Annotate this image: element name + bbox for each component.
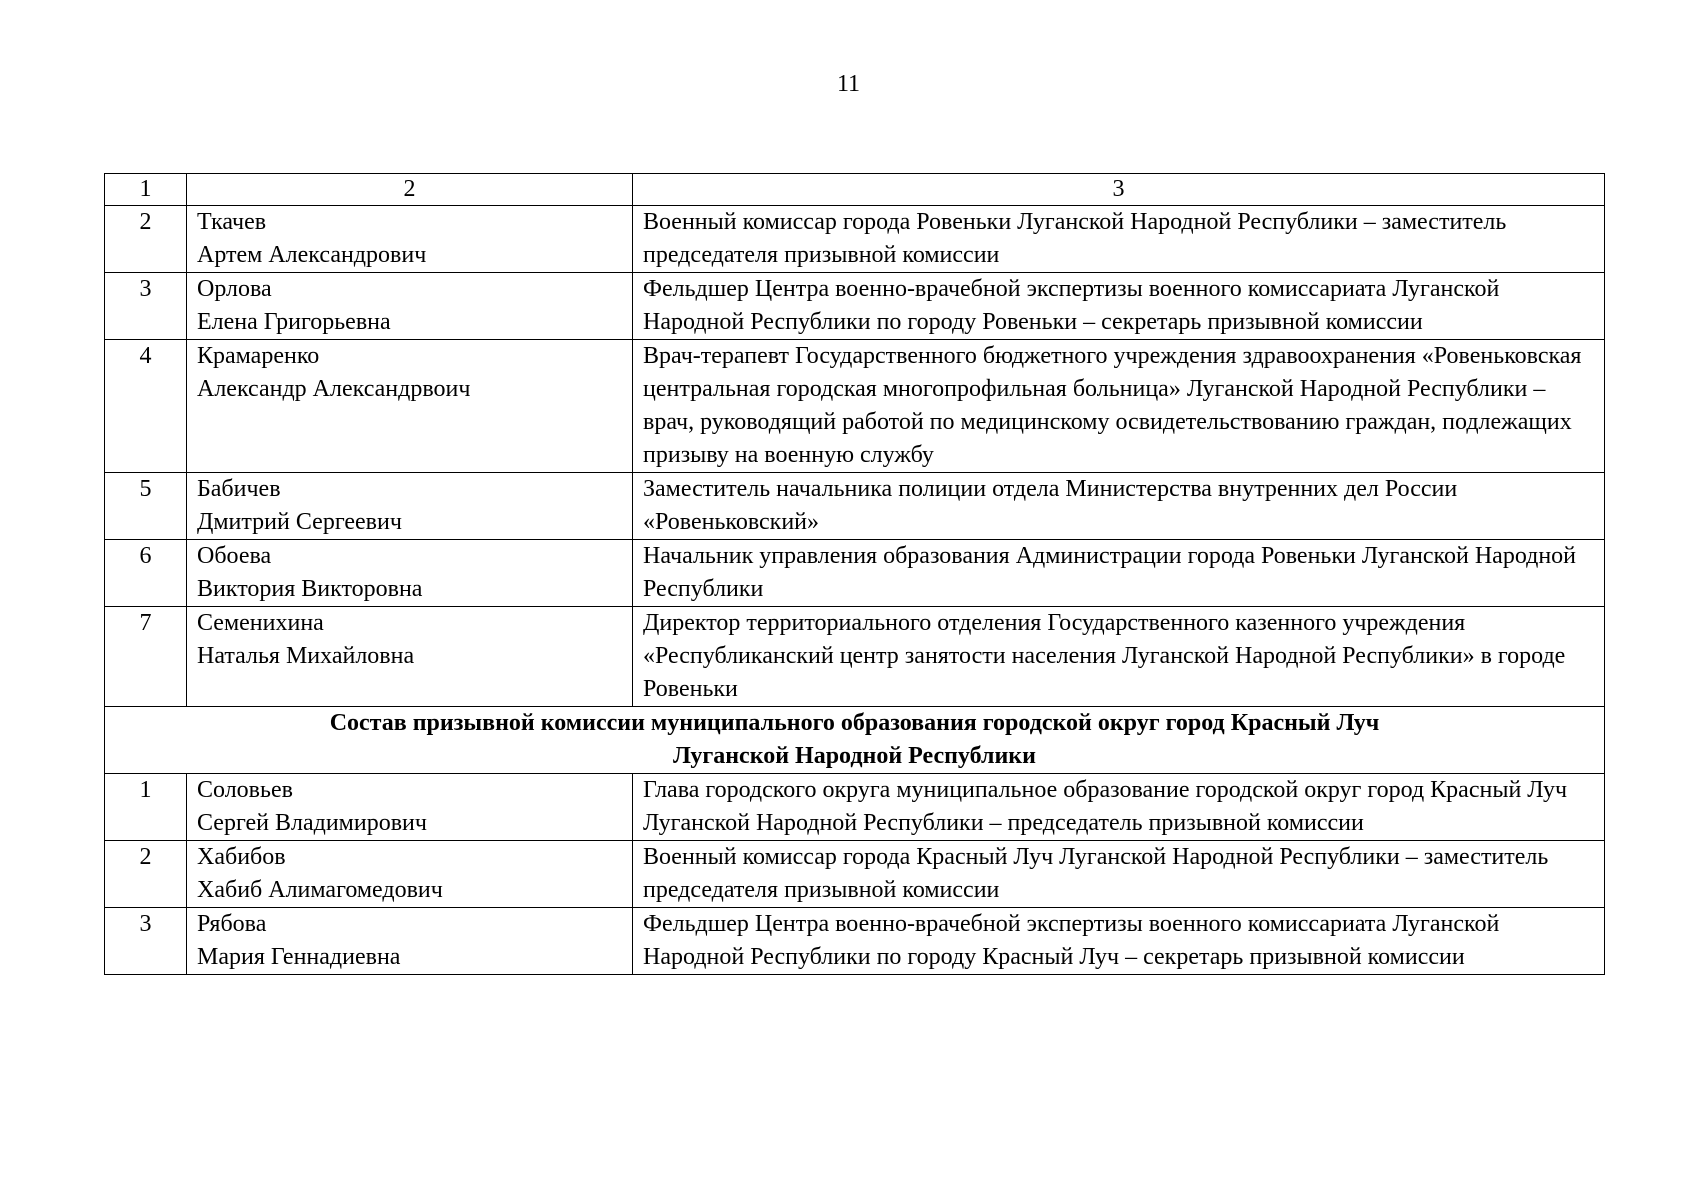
table-row	[105, 473, 1605, 540]
table-row	[105, 774, 1605, 841]
member-surname: Бабичев	[197, 476, 281, 502]
table-row	[105, 340, 1605, 473]
member-position: Военный комиссар города Красный Луч Луганской Народной Республики – заместитель председателя призывной комиссии	[633, 841, 1605, 908]
member-position: Фельдшер Центра военно-врачебной экспертизы военного комиссариата Луганской Народной Республики по городу Красный Луч – секретарь призывной комиссии	[633, 908, 1605, 975]
member-position: Глава городского округа муниципальное образование городской округ город Красный Луч Луганской Народной Республики – председатель призывной комиссии	[633, 774, 1605, 841]
member-surname: Хабибов	[197, 844, 286, 870]
member-given-name: Хабиб Алимагомедович	[197, 877, 443, 903]
member-given-name: Мария Геннадиевна	[197, 944, 401, 970]
row-number: 3	[105, 908, 187, 975]
row-number: 2	[105, 206, 187, 273]
member-surname: Крамаренко	[197, 343, 320, 369]
member-given-name: Артем Александрович	[197, 242, 427, 268]
member-name	[187, 908, 633, 975]
row-number: 2	[105, 841, 187, 908]
row-number: 5	[105, 473, 187, 540]
member-position: Директор территориального отделения Государственного казенного учреждения «Республиканский центр занятости населения Луганской Народной Республики» в городе Ровеньки	[633, 607, 1605, 707]
row-number: 6	[105, 540, 187, 607]
member-name	[187, 540, 633, 607]
table-row	[105, 607, 1605, 707]
commission-table	[104, 173, 1605, 975]
member-surname: Обоева	[197, 543, 272, 569]
table-row	[105, 841, 1605, 908]
member-name	[187, 473, 633, 540]
member-position: Заместитель начальника полиции отдела Министерства внутренних дел России «Ровеньковский»	[633, 473, 1605, 540]
section-title-row	[105, 707, 1605, 774]
row-number: 7	[105, 607, 187, 707]
section-title-line-2: Луганской Народной Республики	[673, 743, 1036, 769]
member-name	[187, 206, 633, 273]
member-position: Врач-терапевт Государственного бюджетного учреждения здравоохранения «Ровеньковская центральная городская многопрофильная больница» Луганской Народной Республики – врач, руководящий работой по медицинскому освидетельствованию граждан, подлежащих призыву на военную службу	[633, 340, 1605, 473]
member-surname: Ткачев	[197, 209, 267, 235]
member-given-name: Александр Александрвоич	[197, 376, 471, 402]
member-surname: Соловьев	[197, 777, 293, 803]
row-number: 4	[105, 340, 187, 473]
member-position: Военный комиссар города Ровеньки Луганской Народной Республики – заместитель председателя призывной комиссии	[633, 206, 1605, 273]
table-row	[105, 206, 1605, 273]
member-position: Фельдшер Центра военно-врачебной экспертизы военного комиссариата Луганской Народной Республики по городу Ровеньки – секретарь призывной комиссии	[633, 273, 1605, 340]
member-given-name: Наталья Михайловна	[197, 643, 415, 669]
member-given-name: Сергей Владимирович	[197, 810, 427, 836]
section-title	[105, 707, 1605, 774]
member-name	[187, 273, 633, 340]
row-number: 3	[105, 273, 187, 340]
table-row	[105, 273, 1605, 340]
section-title-line-1: Состав призывной комиссии муниципального образования городской округ город Красный Луч	[329, 710, 1380, 736]
header-cell-2: 2	[187, 174, 633, 206]
header-cell-3: 3	[633, 174, 1605, 206]
member-given-name: Елена Григорьевна	[197, 309, 391, 335]
member-name	[187, 841, 633, 908]
member-surname: Семенихина	[197, 610, 324, 636]
table-row	[105, 908, 1605, 975]
header-cell-1: 1	[105, 174, 187, 206]
member-name	[187, 340, 633, 473]
table-header-row	[105, 174, 1605, 206]
page-number: 11	[836, 71, 861, 97]
row-number: 1	[105, 774, 187, 841]
member-position: Начальник управления образования Администрации города Ровеньки Луганской Народной Республики	[633, 540, 1605, 607]
member-surname: Рябова	[197, 911, 267, 937]
table-row	[105, 540, 1605, 607]
member-given-name: Дмитрий Сергеевич	[197, 509, 402, 535]
member-name	[187, 774, 633, 841]
member-given-name: Виктория Викторовна	[197, 576, 423, 602]
member-surname: Орлова	[197, 276, 272, 302]
member-name	[187, 607, 633, 707]
